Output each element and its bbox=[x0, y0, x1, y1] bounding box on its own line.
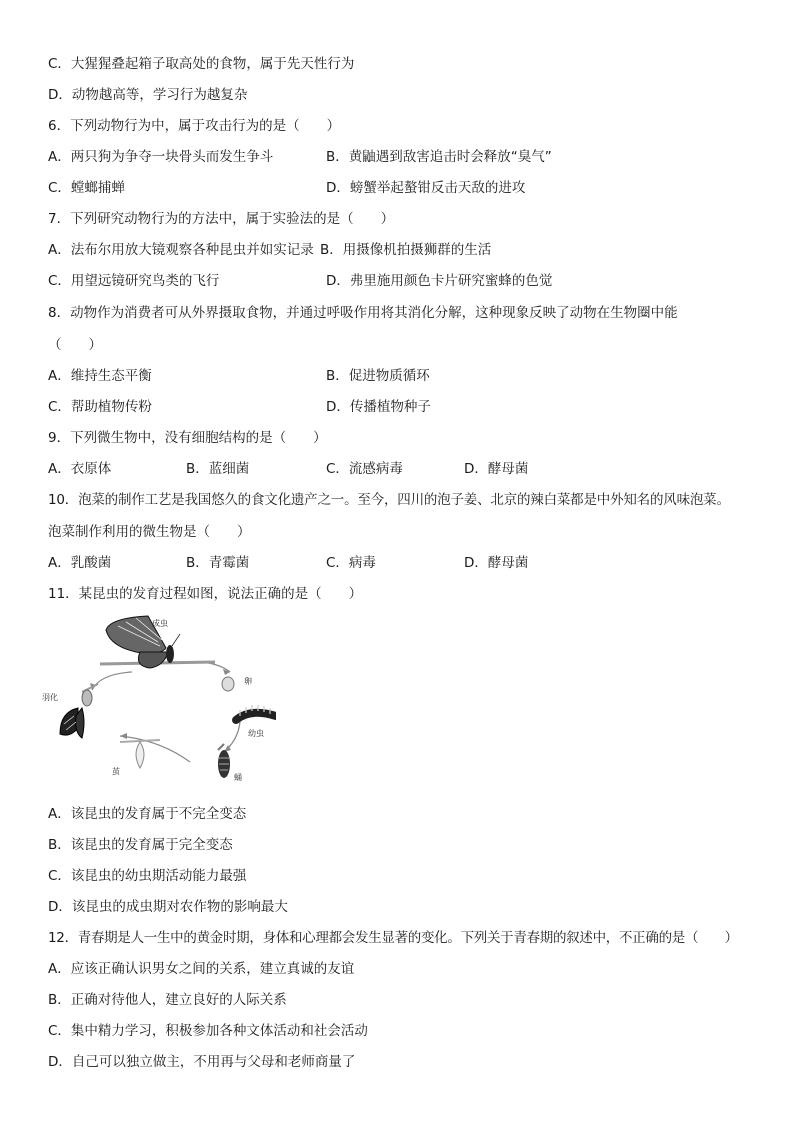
question-8-option-a[interactable]: A．维持生态平衡 bbox=[48, 368, 152, 384]
question-8-stem: 8．动物作为消费者可从外界摄取食物，并通过呼吸作用将其消化分解，这种现象反映了动物在生物圈中能 bbox=[48, 305, 678, 321]
larva-icon bbox=[236, 705, 276, 720]
egg-icon bbox=[222, 677, 234, 691]
question-9-option-d[interactable]: D．酵母菌 bbox=[464, 461, 529, 477]
question-6-option-c[interactable]: C．螳螂捕蝉 bbox=[48, 180, 125, 196]
question-6-option-d[interactable]: D．螃蟹举起螯钳反击天敌的进攻 bbox=[326, 180, 526, 196]
question-12-option-c[interactable]: C．集中精力学习，积极参加各种文体活动和社会活动 bbox=[48, 1023, 368, 1039]
question-7-option-d[interactable]: D．弗里施用颜色卡片研究蜜蜂的色觉 bbox=[326, 273, 553, 289]
question-8-option-d[interactable]: D．传播植物种子 bbox=[326, 399, 431, 415]
label-larva: 幼虫 bbox=[248, 729, 264, 738]
question-10-stem-cont: 泡菜制作利用的微生物是（ ） bbox=[48, 524, 251, 540]
question-12-option-d[interactable]: D．自己可以独立做主，不用再与父母和老师商量了 bbox=[48, 1054, 356, 1070]
question-10-stem: 10．泡菜的制作工艺是我国悠久的食文化遗产之一。至今，四川的泡子姜、北京的辣白菜都是中外知名的风味泡菜。 bbox=[48, 492, 730, 508]
question-10-option-d[interactable]: D．酵母菌 bbox=[464, 555, 529, 571]
insect-life-cycle-diagram bbox=[40, 612, 276, 790]
label-egg: 卵 bbox=[244, 677, 252, 686]
label-emergence: 羽化 bbox=[42, 693, 58, 702]
question-7-stem: 7．下列研究动物行为的方法中，属于实验法的是（ ） bbox=[48, 211, 395, 227]
question-8-option-b[interactable]: B．促进物质循环 bbox=[326, 368, 430, 384]
question-11-stem: 11．某昆虫的发育过程如图，说法正确的是（ ） bbox=[48, 586, 363, 602]
option-d-line: D．动物越高等，学习行为越复杂 bbox=[48, 87, 248, 103]
question-8-option-c[interactable]: C．帮助植物传粉 bbox=[48, 399, 152, 415]
question-11-option-b[interactable]: B．该昆虫的发育属于完全变态 bbox=[48, 837, 233, 853]
question-6-option-b[interactable]: B．黄鼬遇到敌害追击时会释放“臭气” bbox=[326, 149, 552, 165]
label-pupa: 蛹 bbox=[234, 773, 242, 782]
question-10-option-c[interactable]: C．病毒 bbox=[326, 555, 376, 571]
question-12-stem: 12．青春期是人一生中的黄金时期，身体和心理都会发生显著的变化。下列关于青春期的叙述中，不正确的是（ ） bbox=[48, 930, 738, 946]
question-11-option-c[interactable]: C．该昆虫的幼虫期活动能力最强 bbox=[48, 868, 247, 884]
arrow-heads bbox=[90, 669, 231, 752]
question-6-option-a[interactable]: A．两只狗为争夺一块骨头而发生争斗 bbox=[48, 149, 274, 165]
cocoon-icon bbox=[120, 740, 160, 768]
emerging-butterfly-icon bbox=[60, 684, 98, 738]
question-9-option-c[interactable]: C．流感病毒 bbox=[326, 461, 403, 477]
question-9-stem: 9．下列微生物中，没有细胞结构的是（ ） bbox=[48, 430, 327, 446]
adult-butterfly-icon bbox=[106, 616, 180, 668]
question-7-option-b[interactable]: B．用摄像机拍摄狮群的生活 bbox=[320, 242, 492, 258]
label-adult: 成虫 bbox=[152, 619, 168, 628]
question-12-option-a[interactable]: A．应该正确认识男女之间的关系，建立真诚的友谊 bbox=[48, 961, 355, 977]
option-c-line: C．大猩猩叠起箱子取高处的食物，属于先天性行为 bbox=[48, 56, 355, 72]
question-8-stem-cont: （ ） bbox=[48, 337, 102, 353]
question-10-option-a[interactable]: A．乳酸菌 bbox=[48, 555, 112, 571]
question-6-stem: 6．下列动物行为中，属于攻击行为的是（ ） bbox=[48, 118, 341, 134]
question-7-option-c[interactable]: C．用望远镜研究鸟类的飞行 bbox=[48, 273, 220, 289]
question-10-option-b[interactable]: B．青霉菌 bbox=[186, 555, 250, 571]
question-7-option-a[interactable]: A．法布尔用放大镜观察各种昆虫并如实记录 bbox=[48, 242, 314, 258]
question-9-option-a[interactable]: A．衣原体 bbox=[48, 461, 112, 477]
question-9-option-b[interactable]: B．蓝细菌 bbox=[186, 461, 250, 477]
question-11-option-d[interactable]: D．该昆虫的成虫期对农作物的影响最大 bbox=[48, 899, 288, 915]
label-cocoon: 茧 bbox=[112, 767, 120, 776]
question-11-option-a[interactable]: A．该昆虫的发育属于不完全变态 bbox=[48, 806, 247, 822]
cycle-arrows bbox=[92, 662, 240, 762]
question-12-option-b[interactable]: B．正确对待他人，建立良好的人际关系 bbox=[48, 992, 287, 1008]
